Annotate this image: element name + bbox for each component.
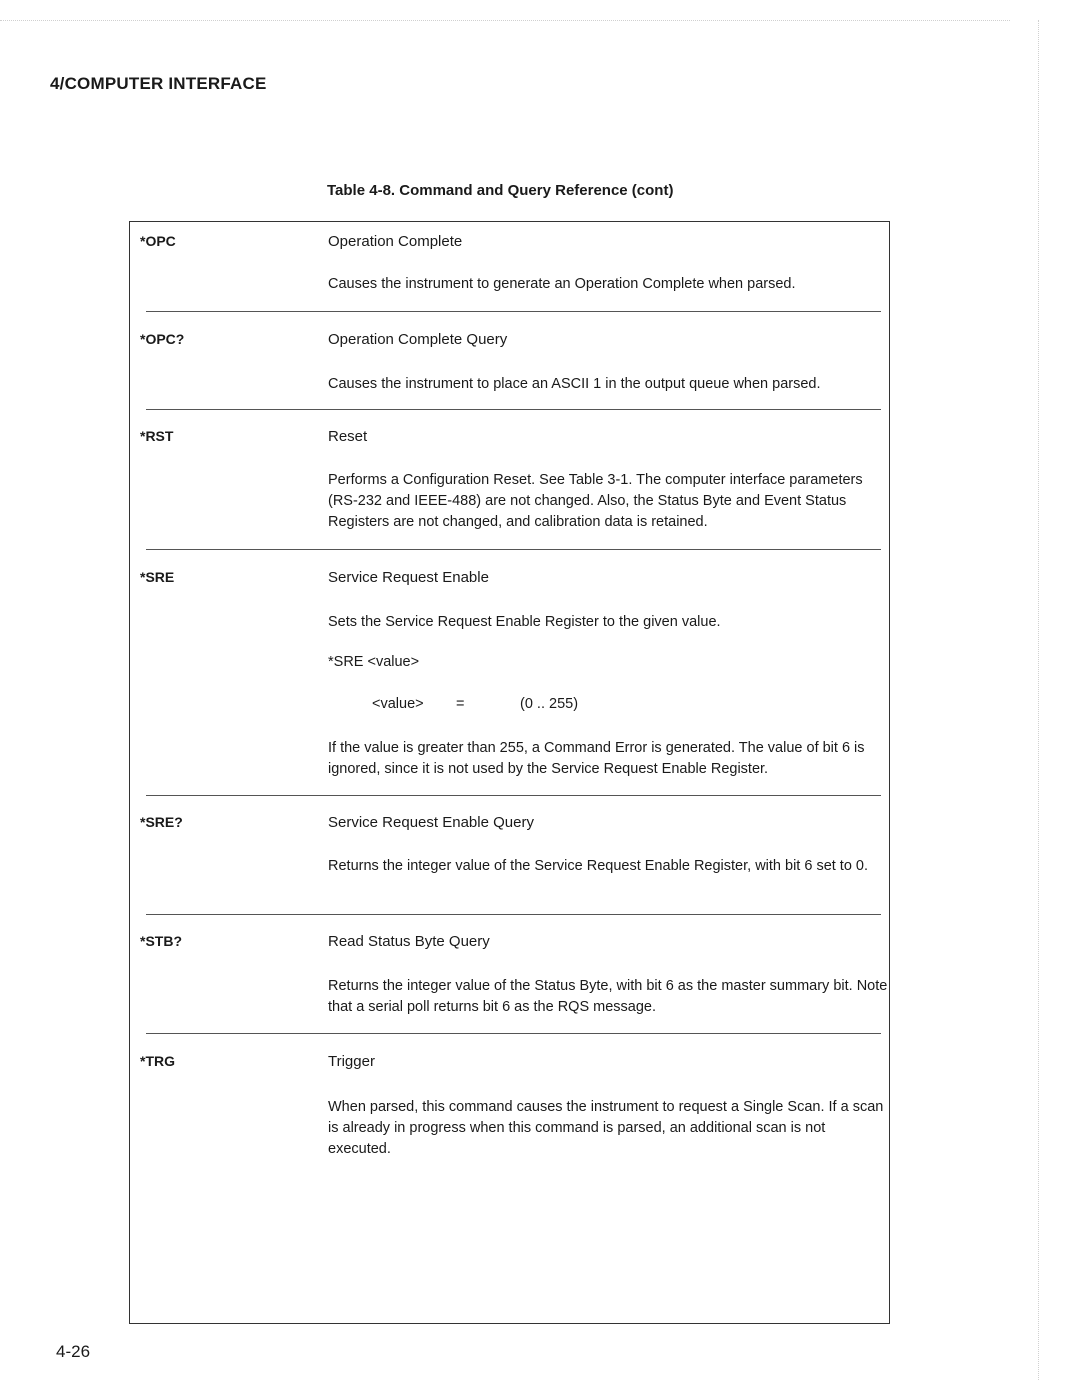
command-title: Service Request Enable Query: [328, 814, 534, 831]
command-note: If the value is greater than 255, a Command Error is generated. The value of bit 6 is ignored, since it is not used by the Service Request Enable Register.: [328, 740, 865, 777]
command-name: *OPC: [140, 233, 176, 249]
command-description: Causes the instrument to generate an Operation Complete when parsed.: [328, 276, 796, 292]
section-header: 4/COMPUTER INTERFACE: [50, 74, 267, 93]
right-scan-rule: [1038, 20, 1039, 1380]
command-description: When parsed, this command causes the instrument to request a Single Scan. If a scan is already in progress when this command is parsed, an additional scan is not executed.: [328, 1099, 884, 1157]
entry-divider: [146, 311, 881, 312]
command-name: *SRE: [140, 569, 175, 585]
param-equals: =: [456, 696, 465, 712]
command-name: *OPC?: [140, 331, 185, 347]
entry-divider: [146, 914, 881, 915]
command-title: Read Status Byte Query: [328, 933, 490, 950]
command-description: Returns the integer value of the Service Request Enable Register, with bit 6 set to 0.: [328, 858, 869, 874]
command-name: *STB?: [140, 933, 182, 949]
command-description: Causes the instrument to place an ASCII 1 in the output queue when parsed.: [328, 376, 821, 392]
param-range: (0 .. 255): [520, 696, 579, 712]
command-reference-table: [129, 221, 890, 1324]
command-description: Sets the Service Request Enable Register to the given value.: [328, 614, 721, 630]
command-description: Performs a Configuration Reset. See Table 3-1. The computer interface parameters (RS-232 and IEEE-488) are not changed. Also, the Status Byte and Event Status Registers are not changed, and calibration data is retained.: [328, 472, 863, 530]
command-title: Operation Complete Query: [328, 331, 508, 348]
command-syntax: *SRE <value>: [328, 654, 420, 670]
command-name: *SRE?: [140, 814, 183, 830]
command-title: Service Request Enable: [328, 569, 489, 586]
entry-divider: [146, 1033, 881, 1034]
top-scan-rule: [0, 20, 1010, 21]
command-description: Returns the integer value of the Status Byte, with bit 6 as the master summary bit. Note that a serial poll returns bit 6 as the RQS message.: [328, 978, 888, 1015]
table-title: Table 4-8. Command and Query Reference (cont): [327, 182, 674, 199]
page-number: 4-26: [56, 1342, 91, 1361]
command-title: Reset: [328, 428, 368, 445]
entry-divider: [146, 549, 881, 550]
entry-divider: [146, 409, 881, 410]
command-title: Operation Complete: [328, 233, 463, 250]
command-name: *TRG: [140, 1053, 175, 1069]
entry-divider: [146, 795, 881, 796]
command-title: Trigger: [328, 1053, 375, 1070]
command-name: *RST: [140, 428, 174, 444]
param-name: <value>: [372, 696, 424, 712]
